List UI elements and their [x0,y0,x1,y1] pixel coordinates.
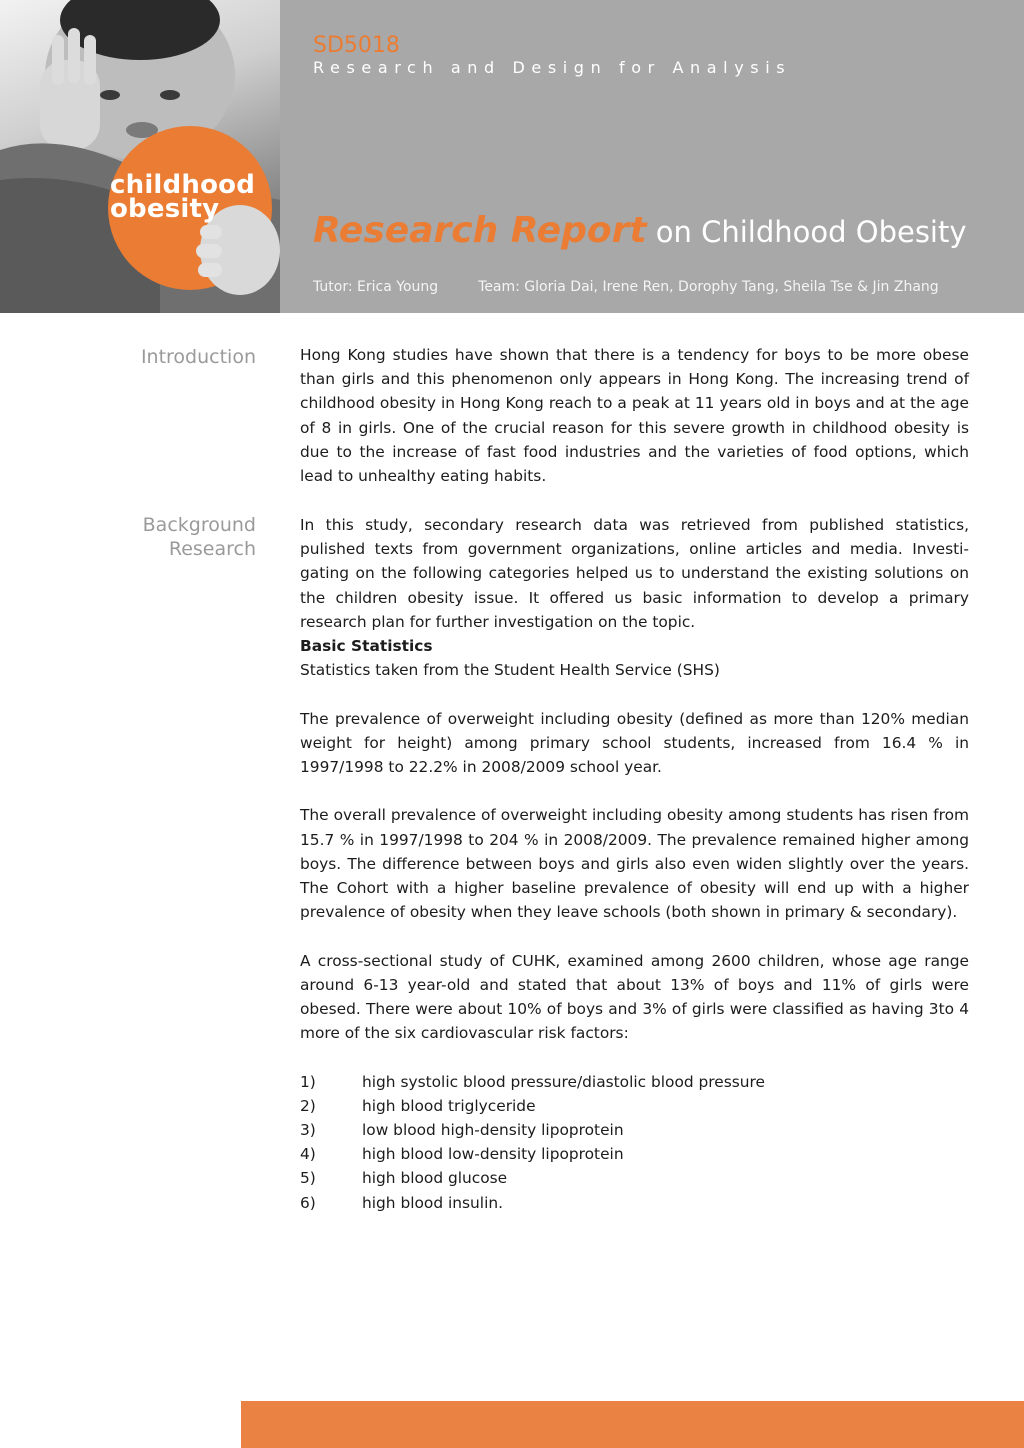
list-text: high blood triglyceride [362,1096,536,1115]
report-title [313,210,967,251]
course-name: Research and Design for Analysis [313,58,792,77]
list-number: 4) [300,1145,316,1164]
badge-line-2: obesity [110,194,220,224]
statistics-source: Statistics taken from the Student Health Service (SHS) [300,661,720,680]
section-label-line-1: Background [142,514,256,536]
basic-statistics-heading: Basic Statistics [300,637,433,656]
section-label-line-2: Research [168,538,256,560]
section-label-background [100,513,256,561]
baby-photo-illustration [0,0,280,313]
statistics-paragraph-1: The prevalence of overweight including obesity (defined as more than 120% median weight for height) among primary school students, increased from 16.4 % in 1997/1998 to 22.2% in 2008/2009 school year. [300,709,969,777]
list-item [300,1166,969,1190]
list-text: high blood low-density lipoprotein [362,1145,624,1164]
footer-bar [241,1401,1024,1448]
list-number: 2) [300,1096,316,1115]
statistics-paragraph-3: A cross-sectional study of CUHK, examined among 2600 children, whose age range around 6-13 year-old and stated that about 13% of boys and 11% of girls were obesed. There were about 10% of boys and 3% of girls were classified as having 3to 4 more of the six cardiovascular risk factors: [300,951,969,1043]
credits [313,279,939,295]
list-item [300,1142,969,1166]
course-code: SD5018 [313,33,400,58]
list-text: high blood insulin. [362,1193,503,1212]
report-title-rest: on Childhood Obesity [646,215,967,249]
list-text: low blood high-density lipoprotein [362,1121,624,1140]
risk-factor-list [300,1070,969,1215]
report-title-accent: Research Report [313,210,647,251]
badge-line-1: childhood [110,170,256,200]
list-item [300,1070,969,1094]
list-item [300,1094,969,1118]
list-number: 5) [300,1169,316,1188]
list-item [300,1118,969,1142]
list-text: high systolic blood pressure/diastolic blood pressure [362,1072,766,1091]
background-intro: In this study, secondary research data was retrieved from published statistics, pulished texts from government organizations, online articles and media. Investi-gating on the following categories helped us to understand the existing solutions on the children obesity issue. It offered us basic information to develop a primary research plan for further investigation on the topic. [300,516,969,631]
list-item [300,1191,969,1215]
team-members: Team: Gloria Dai, Irene Ren, Dorophy Tang, Sheila Tse & Jin Zhang [478,279,939,295]
background-section [300,513,969,1215]
list-text: high blood glucose [362,1169,508,1188]
cover-photo [0,0,280,313]
statistics-paragraph-2: The overall prevalence of overweight including obesity among students has risen from 15.7 % in 1997/1998 to 204 % in 2008/2009. The prevalence remained higher among boys. The difference between boys and girls also even widen slightly over the years. The Cohort with a higher baseline prevalence of obesity will end up with a higher prevalence of obesity when they leave schools (both shown in primary & secondary). [300,806,969,922]
section-label-introduction: Introduction [140,346,256,368]
list-number: 6) [300,1193,316,1212]
list-number: 1) [300,1072,316,1091]
introduction-section [300,343,969,488]
badge-logo [110,170,256,224]
introduction-text: Hong Kong studies have shown that there is a tendency for boys to be more obese than girls and this phenomenon only appears in Hong Kong. The increasing trend of childhood obesity in Hong Kong reach to a peak at 11 years old in boys and at the age of 8 in girls. One of the crucial reason for this severe growth in childhood obesity is due to the increase of fast food industries and the varieties of food options, which lead to unhealthy eating habits. [300,346,969,486]
tutor-name: Tutor: Erica Young [313,279,439,295]
list-number: 3) [300,1121,316,1140]
